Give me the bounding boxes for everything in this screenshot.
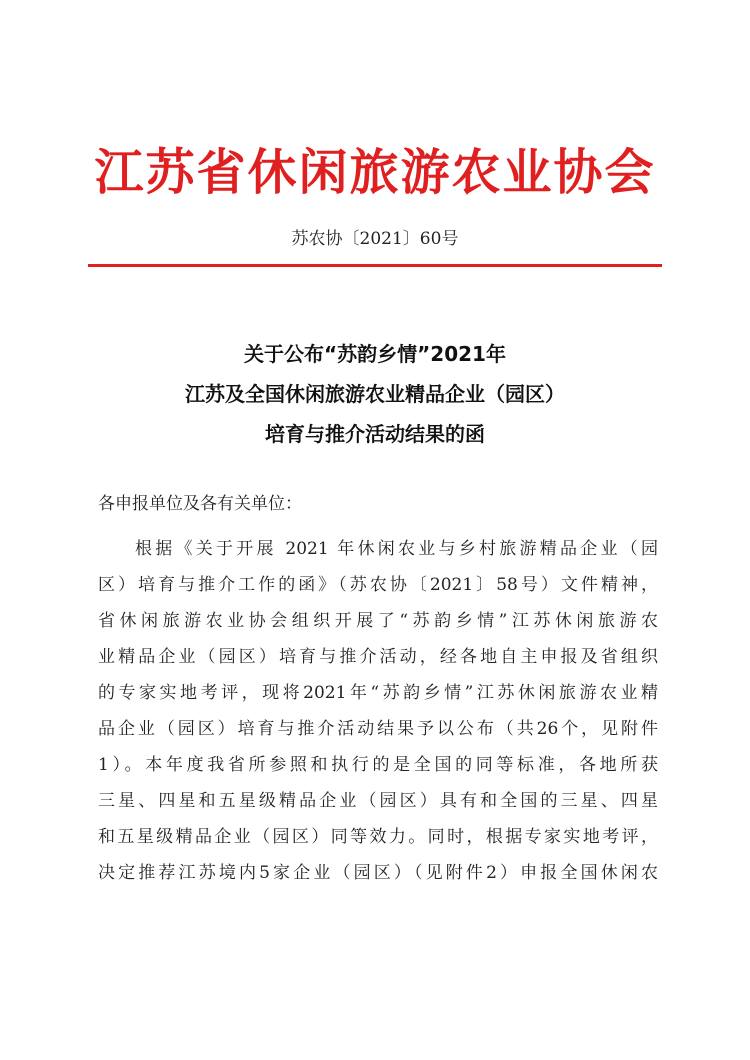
body-line: 品企业（园区）培育与推介活动结果予以公布（共26个，见附件 [98, 719, 658, 739]
body-line: 业精品企业（园区）培育与推介活动，经各地自主申报及省组织 [98, 647, 658, 667]
organization-title: 江苏省休闲旅游农业协会 [94, 144, 656, 201]
body-paragraph [98, 531, 658, 891]
salutation: 各申报单位及各有关单位： [98, 494, 302, 514]
body-line: 的专家实地考评，现将2021年“苏韵乡情”江苏休闲旅游农业精 [98, 683, 658, 703]
body-line: 和五星级精品企业（园区）同等效力。同时，根据专家实地考评， [98, 827, 658, 847]
heading-line-3: 培育与推介活动结果的函 [265, 422, 485, 446]
body-line: 决定推荐江苏境内5家企业（园区）（见附件2）申报全国休闲农 [98, 863, 658, 883]
document-number: 苏农协〔2021〕60号 [291, 229, 459, 249]
body-line: 1）。本年度我省所参照和执行的是全国的同等标准，各地所获 [98, 755, 658, 775]
body-line: 省休闲旅游农业协会组织开展了“苏韵乡情”江苏休闲旅游农 [98, 611, 658, 631]
body-line: 三星、四星和五星级精品企业（园区）具有和全国的三星、四星 [98, 791, 658, 811]
heading-line-2: 江苏及全国休闲旅游农业精品企业（园区） [185, 382, 565, 406]
body-line: 根据《关于开展 2021 年休闲农业与乡村旅游精品企业（园 [135, 539, 658, 559]
red-divider-line [88, 264, 662, 267]
heading-line-1: 关于公布“苏韵乡情”2021年 [244, 342, 506, 366]
body-line: 区）培育与推介工作的函》（苏农协〔2021〕58号）文件精神， [98, 575, 658, 595]
document-heading [0, 334, 750, 454]
